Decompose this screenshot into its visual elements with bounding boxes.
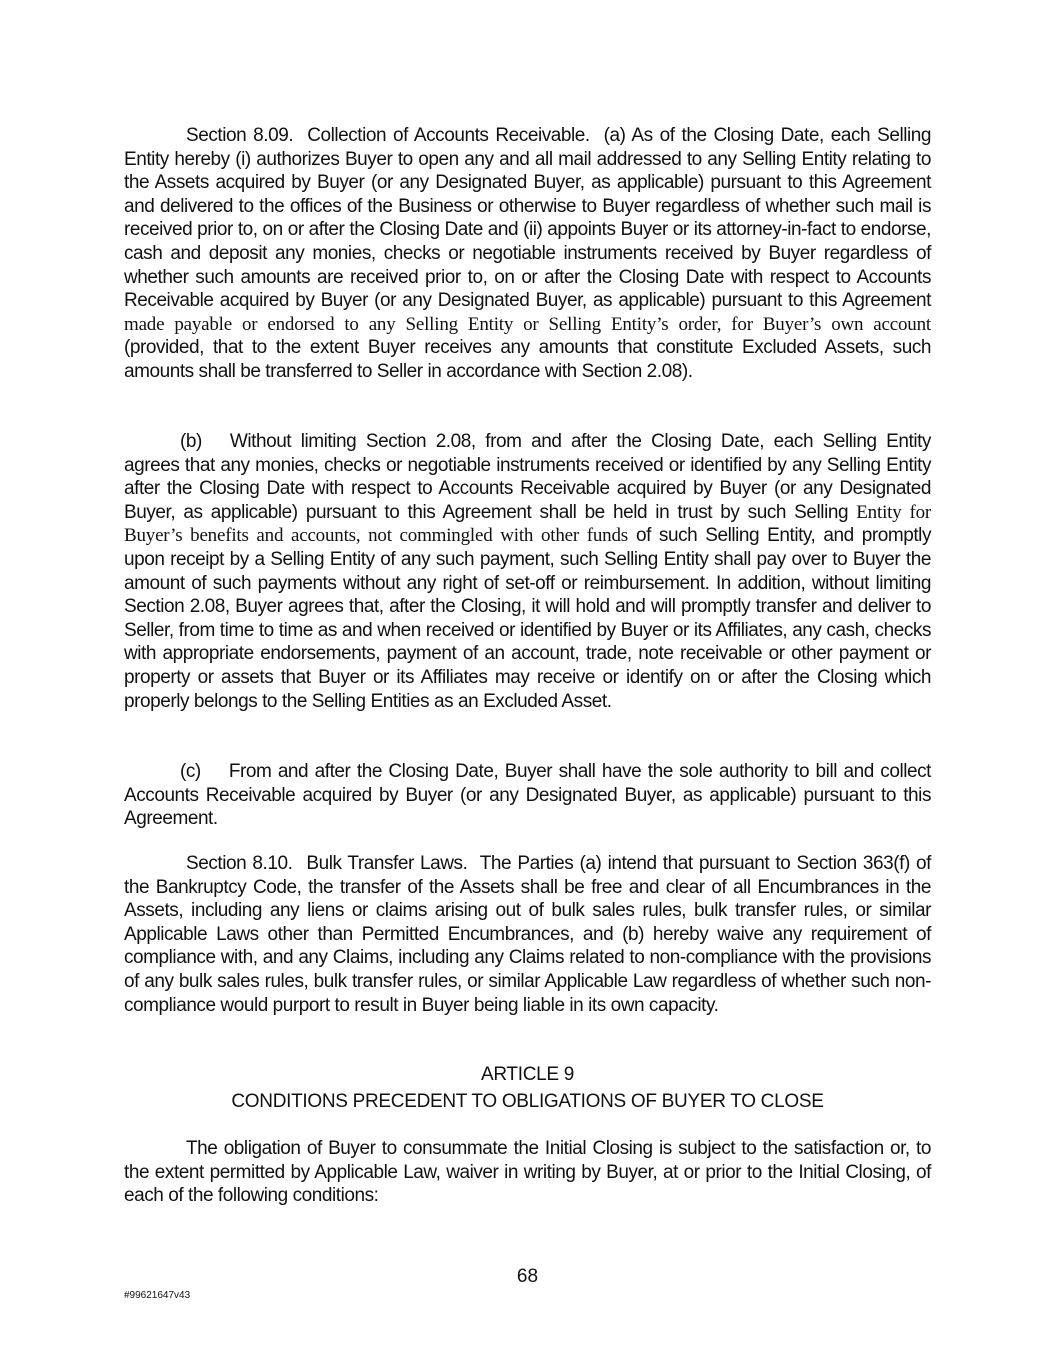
section-8-09-paragraph-a (124, 124, 931, 384)
page-number: 68 (516, 1266, 539, 1287)
section-8-10-text: The Parties (a) intend that pursuant to Section 363(f) of the Bankruptcy Code, the transfer of the Assets shall be free and clear of all Encumbrances in the Assets, including any liens or claims arising out of bulk sales rules, bulk transfer rules, or similar Applicable Laws other than Permitted Encumbrances, and (b) hereby waive any requirement of compliance with, and any Claims, including any Claims related to non-compliance with the provisions of any bulk sales rules, bulk transfer rules, or similar Applicable Law regardless of whether such non-compliance would purport to result in Buyer being liable in its own capacity. (124, 853, 931, 1016)
document-id: #99621647v43 (124, 1290, 191, 1301)
paragraph-c-label: (c) (180, 761, 201, 782)
paragraph-b-label: (b) (180, 431, 202, 452)
section-8-09-b-text-2: of such Selling Entity, and promptly upon receipt by a Selling Entity of any such payment, such Selling Entity shall pay over to Buyer the amount of such payments without any right of set-off or reimbursement. In addition, without limiting Section 2.08, Buyer agrees that, after the Closing, it will hold and will promptly transfer and deliver to Seller, from time to time as and when received or identified by Buyer or its Affiliates, any cash, checks with appropriate endorsements, payment of an account, trade, note receivable or other payment or property or assets that Buyer or its Affiliates may receive or identify on or after the Closing which properly belongs to the Selling Entities as an Excluded Asset. (124, 525, 932, 712)
section-8-09-b-text-serif: Entity for Buyer’s benefits and accounts, not commingled with other funds (124, 501, 931, 547)
section-8-09-title: Collection of Accounts Receivable. (307, 125, 590, 146)
section-8-09-a-text-serif: made payable or endorsed to any Selling Entity or Selling Entity’s order, for Buyer’s own account (124, 313, 931, 335)
article-9-number: ARTICLE 9 (480, 1064, 575, 1085)
section-8-09-a-text-2: (provided, that to the extent Buyer receives any amounts that constitute Excluded Assets, such amounts shall be transferred to Seller in accordance with Section 2.08). (124, 337, 931, 382)
section-8-09-a-text-1: (a) As of the Closing Date, each Selling Entity hereby (i) authorizes Buyer to open any and all mail addressed to any Selling Entity relating to the Assets acquired by Buyer (or any Designated Buyer, as applicable) pursuant to this Agreement and delivered to the offices of the Business or otherwise to Buyer regardless of whether such mail is received prior to, on or after the Closing Date and (ii) appoints Buyer or its attorney-in-fact to endorse, cash and deposit any monies, checks or negotiable instruments received by Buyer regardless of whether such amounts are received prior to, on or after the Closing Date with respect to Accounts Receivable acquired by Buyer (or any Designated Buyer, as applicable) pursuant to this Agreement (124, 125, 931, 312)
section-8-09-paragraph-b (124, 430, 931, 713)
section-8-09-paragraph-c (124, 760, 931, 831)
article-9-intro-paragraph (124, 1137, 931, 1208)
section-8-10-title: Bulk Transfer Laws. (306, 853, 468, 874)
section-8-10-paragraph (124, 852, 931, 1017)
article-9-intro-text: The obligation of Buyer to consummate the Initial Closing is subject to the satisfaction or, to the extent permitted by Applicable Law, waiver in writing by Buyer, at or prior to the Initial Closing, of each of the following conditions: (124, 1138, 931, 1207)
section-8-09-heading: Section 8.09. (186, 125, 294, 146)
section-8-09-b-text-1: Without limiting Section 2.08, from and after the Closing Date, each Selling Entity agrees that any monies, checks or negotiable instruments received or identified by any Selling Entity after the Closing Date with respect to Accounts Receivable acquired by Buyer (or any Designated Buyer, as applicable) pursuant to this Agreement shall be held in trust by such Selling (124, 431, 931, 523)
section-8-09-c-text: From and after the Closing Date, Buyer shall have the sole authority to bill and collect Accounts Receivable acquired by Buyer (or any Designated Buyer, as applicable) pursuant to this Agreement. (124, 761, 931, 830)
section-8-10-heading: Section 8.10. (186, 853, 293, 874)
article-9-title: CONDITIONS PRECEDENT TO OBLIGATIONS OF BUYER TO CLOSE (231, 1091, 824, 1112)
